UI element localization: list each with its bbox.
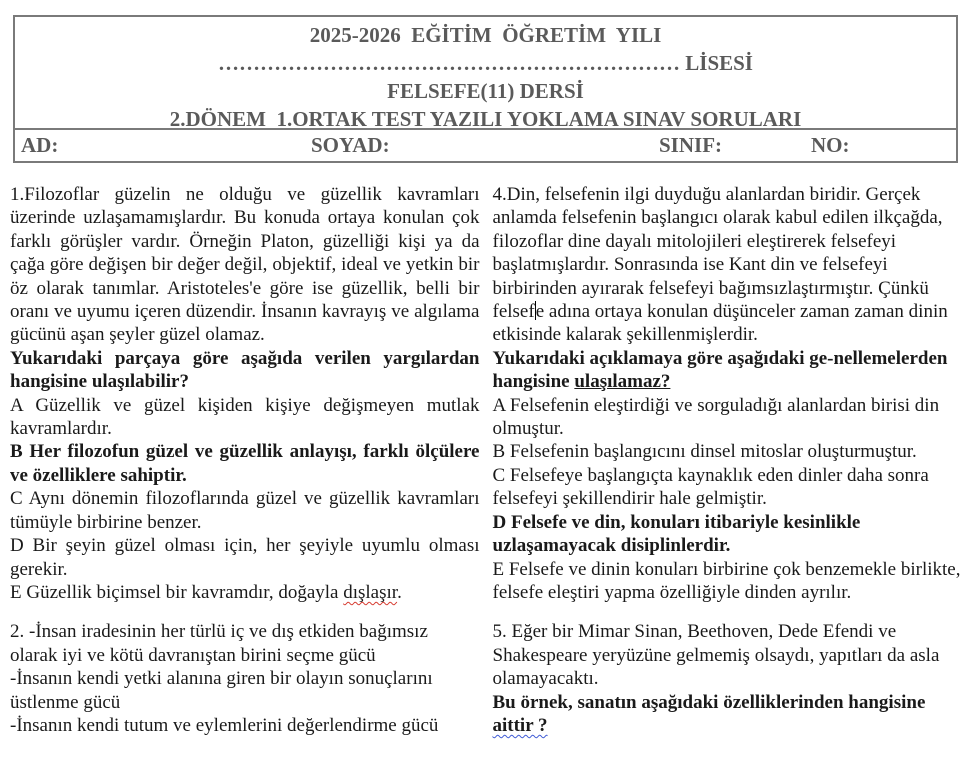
exam-title-line: 2.DÖNEM 1.ORTAK TEST YAZILI YOKLAMA SINAV SORULARI — [169, 107, 802, 131]
field-label-no: NO: — [811, 133, 850, 157]
q4-body-text-before-cursor: 4.Din, felsefenin ilgi duyduğu alanlardan biridir. Gerçek anlamda felsefenin başlangıcı olarak kabul edilen ilkçağda, filozoflar dine dayalı mitolojileri eleştirerek felsefeyi başlatmışlardır. Sonrasında ise Kant din ve felsefeyi birbirinden ayırarak felsefeyi bağımsızlaştırmıştır. Çünkü felsef — [492, 184, 943, 323]
q1-option-e-period: . — [397, 581, 402, 603]
q4-option-b: B Felsefenin başlangıcını dinsel mitoslar oluşturmuştur. — [492, 441, 917, 463]
exam-body — [10, 183, 962, 737]
field-label-sinif: SINIF: — [659, 133, 723, 157]
q1-option-e-text: E Güzellik biçimsel bir kavramdır, doğayla — [10, 581, 344, 603]
student-info-row — [15, 128, 956, 161]
q2-line-3: -İnsanın kendi tutum ve eylemlerini değerlendirme gücü — [10, 714, 439, 736]
q4-option-c: C Felsefeye başlangıçta kaynaklık eden dinler daha sonra felsefeyi şekillendirir hale gelmiştir. — [492, 464, 929, 510]
q2-line-1: 2. -İnsan iradesinin her türlü iç ve dış etkiden bağımsız olarak iyi ve kötü davranıştan birini seçme gücü — [10, 621, 428, 666]
q5-body: 5. Eğer bir Mimar Sinan, Beethoven, Dede Efendi ve Shakespeare yeryüzüne gelmemiş olsaydı, yapıtları da asla olamayacaktı. — [492, 621, 940, 690]
q1-option-b: B Her filozofun güzel ve güzellik anlayışı, farklı ölçülere ve özelliklere sahiptir. — [10, 441, 480, 486]
q4-option-e: E Felsefe ve dinin konuları birbirine çok benzemekle birlikte, felsefe eleştiri yapma özelliğiyle dinden ayrılır. — [492, 558, 961, 603]
exam-title-block — [15, 17, 956, 134]
exam-header-box — [13, 15, 958, 163]
q4-option-d: D Felsefe ve din, konuları itibariyle kesinlikle uzlaşamayacak disiplinlerdir. — [492, 511, 861, 557]
q1-option-e-spellcheck-word: dışlaşır — [343, 581, 398, 603]
q2-line-2: -İnsanın kendi yetki alanına giren bir olayın sonuçlarını üstlenme gücü — [10, 668, 433, 713]
right-column[interactable] — [493, 183, 963, 737]
q1-option-c: C Aynı dönemin filozoflarında güzel ve güzellik kavramları tümüyle birbirine benzer. — [10, 488, 480, 533]
q1-option-a: A Güzellik ve güzel kişiden kişiye değişmeyen mutlak kavramlardır. — [10, 394, 480, 440]
field-label-ad: AD: — [21, 133, 59, 157]
q1-stem: Yukarıdaki parçaya göre aşağıda verilen yargılardan hangisine ulaşılabilir? — [10, 347, 480, 393]
q5-stem — [493, 691, 963, 738]
q4-stem — [493, 347, 963, 394]
school-name-blank: ………………………………………………………… — [218, 51, 681, 75]
q4-body — [493, 183, 963, 347]
school-year-line: 2025-2026 EĞİTİM ÖĞRETİM YILI — [309, 23, 662, 47]
q1-option-d: D Bir şeyin güzel olması için, her şeyiyle uyumlu olması gerekir. — [10, 535, 480, 580]
q1-body: 1.Filozoflar güzelin ne olduğu ve güzellik kavramları üzerinde uzlaşamamışlardır. Bu konuda ortaya konulan çok farklı görüşler vardır. Örneğin Platon, güzelliği kişi ya da çağa göre değişen bir değer değil, objektif, ideal ve yetkin bir öz olarak tanımlar. Aristoteles'e göre ise güzellik, belli bir oranı ve uyumu içeren düzendir. İnsanın kavrayış ve algılama gücünü aşan şeyler güzel olamaz. — [10, 184, 480, 346]
school-name-line — [15, 49, 956, 77]
school-name-label: LİSESİ — [680, 51, 753, 75]
q4-body-text-after-cursor: e adına ortaya konulan düşünceler zaman zaman dinin etkisinde kalarak şekillenmişlerdir. — [492, 301, 948, 346]
q5-stem-grammar-flagged-word: aittir ? — [492, 714, 548, 736]
q5-stem-text: Bu örnek, sanatın aşağıdaki özelliklerinden hangisine — [492, 691, 926, 713]
q4-stem-underlined-word: ulaşılamaz? — [574, 371, 671, 393]
field-label-soyad: SOYAD: — [311, 133, 390, 157]
q1-option-e — [10, 581, 480, 604]
course-line: FELSEFE(11) DERSİ — [387, 79, 584, 103]
left-column[interactable] — [10, 183, 480, 737]
q4-stem-text: Yukarıdaki açıklamaya göre aşağıdaki ge-nellemelerden hangisine — [492, 347, 948, 393]
q4-option-a: A Felsefenin eleştirdiği ve sorguladığı alanlardan birisi din olmuştur. — [492, 394, 940, 440]
